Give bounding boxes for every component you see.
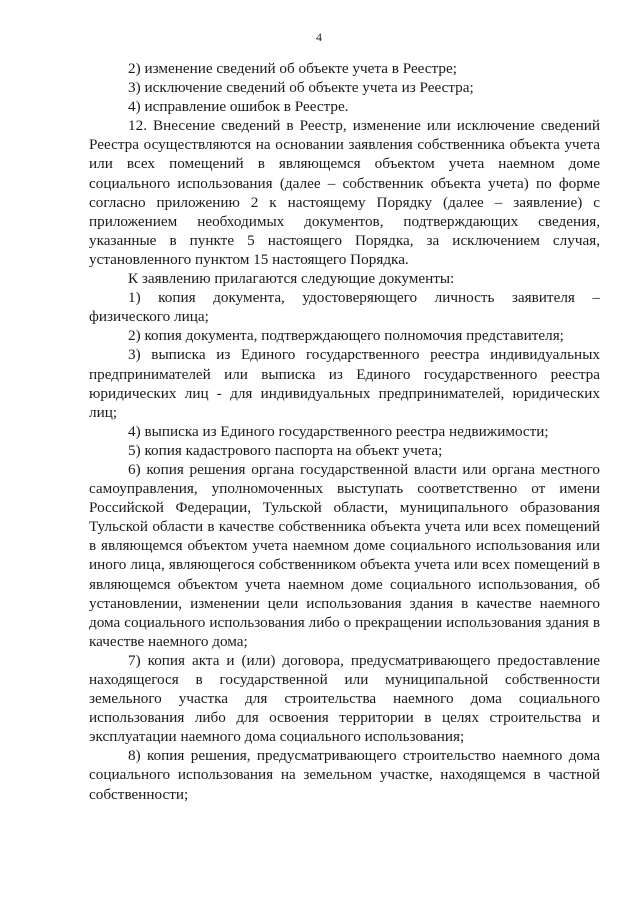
document-list-item-5: 5) копия кадастрового паспорта на объект учета; bbox=[128, 441, 443, 459]
page-number: 4 bbox=[316, 30, 322, 44]
document-body bbox=[89, 59, 600, 804]
document-list-item-3: 3) выписка из Единого государственного реестра индивидуальных предпринимателей или выписка из Единого государственного реестра юридических лиц - для индивидуальных предпринимателей, юридических лиц; bbox=[89, 346, 600, 421]
document-list-item-2: 2) копия документа, подтверждающего полномочия представителя; bbox=[128, 327, 564, 345]
paragraph-item-2: 2) изменение сведений об объекте учета в Реестре; bbox=[128, 60, 457, 77]
paragraph-item-3: 3) исключение сведений об объекте учета из Реестра; bbox=[128, 79, 474, 97]
document-list-item-4: 4) выписка из Единого государственного реестра недвижимости; bbox=[128, 422, 549, 440]
document-list-item-6: 6) копия решения органа государственной власти или органа местного самоуправления, уполномоченных выступать соответственно от имени Российской Федерации, Тульской области, муниципального образования Тульской области в качестве собственника объекта учета или всех помещений в являющемся объектом учета наемном доме социального использования или иного лица, являющегося собственником объекта учета или всех помещений в являющемся объектом учета наемном доме социального использования, об установлении, изменении цели использования здания в качестве наемного дома социального использования либо о прекращении использования здания в качестве наемного дома; bbox=[89, 460, 600, 650]
paragraph-clause-12: 12. Внесение сведений в Реестр, изменение или исключение сведений Реестра осуществляются на основании заявления собственника объекта учета или всех помещений в являющемся объектом учета наемном доме социального использования (далее – собственник объекта учета) по форме согласно приложению 2 к настоящему Порядку (далее – заявление) с приложением необходимых документов, подтверждающих сведения, указанные в пункте 5 настоящего Порядка, за исключением случая, установленного пунктом 15 настоящего Порядка. bbox=[89, 117, 600, 268]
document-list-item-8: 8) копия решения, предусматривающего строительство наемного дома социального использования на земельном участке, находящемся в частной собственности; bbox=[89, 747, 600, 803]
paragraph-documents-intro: К заявлению прилагаются следующие документы: bbox=[128, 270, 455, 288]
paragraph-item-4: 4) исправление ошибок в Реестре. bbox=[128, 98, 349, 116]
document-list-item-7: 7) копия акта и (или) договора, предусматривающего предоставление находящегося в государственной или муниципальной собственности земельного участка для строительства наемного дома социального использования либо для освоения территории в целях строительства и эксплуатации наемного дома социального использования; bbox=[89, 651, 600, 746]
document-list-item-1: 1) копия документа, удостоверяющего личность заявителя – физического лица; bbox=[89, 289, 600, 326]
